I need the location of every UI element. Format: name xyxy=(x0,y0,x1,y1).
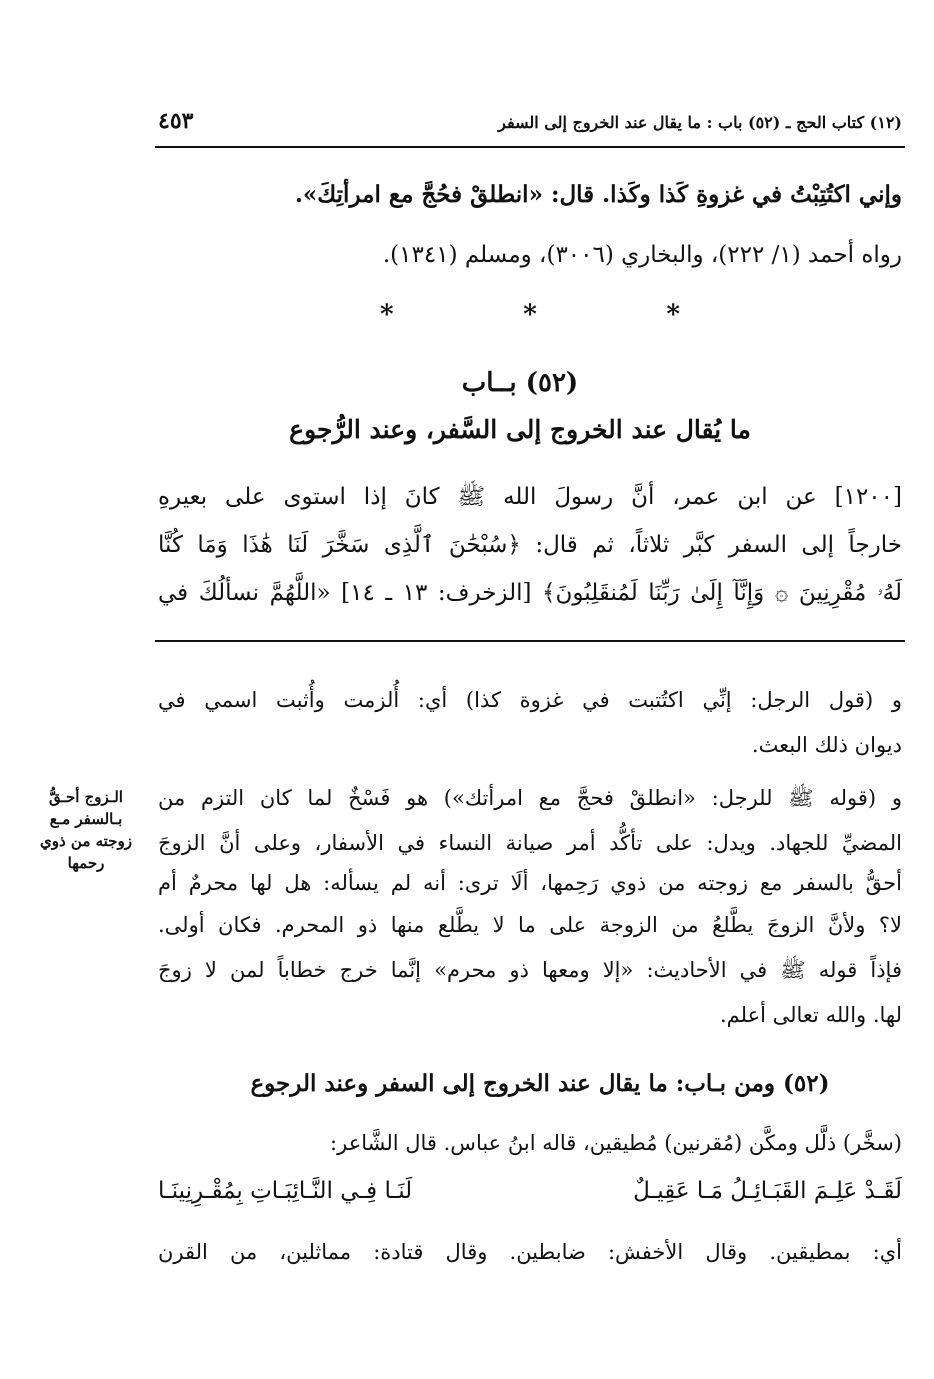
margin-note-line: بـالسفر مـع xyxy=(49,810,123,828)
gloss-section-title: (٥٢) ومن بـاب: ما يقال عند الخروج إلى السفر وعند الرجوع xyxy=(250,1070,830,1097)
star-icon: * xyxy=(380,300,394,330)
body-line-1: وإني اكتُتِبْتُ في غزوةِ كَذا وكَذا. قال: «انطلقْ فحُجَّ مع امرأتِكَ». xyxy=(294,181,902,208)
section-separator xyxy=(380,300,680,330)
running-title: (١٢) كتاب الحج ـ (٥٢) باب : ما يقال عند الخروج إلى السفر xyxy=(498,113,902,132)
margin-note-line: الـزوج أحـقُّ xyxy=(49,788,123,806)
hadith-line-2: خارجاً إلى السفر كبَّر ثلاثاً، ثم قال: ﴿سُبْحَٰنَ ٱلَّذِى سَخَّرَ لَنَا هَٰذَا وَمَا كُنَّا xyxy=(158,532,902,558)
margin-note-line: رحمها xyxy=(67,854,105,872)
page-number: ٤٥٣ xyxy=(158,108,194,134)
footnote-line: و (قوله ﷺ للرجل: «انطلقْ فحجَّ مع امرأتك») هو فَسْخٌ لما كان التزم من xyxy=(158,786,902,810)
footnote-line: المضيِّ للجهاد. ويدل: على تأكُّد أمر صيانة النساء في الأسفار، وعلى أنَّ الزوجَ xyxy=(158,831,902,855)
gloss-last-line: أي: بمطيقين. وقال الأخفش: ضابطين. وقال قتادة: مماثلين، من القرن xyxy=(158,1240,902,1264)
footnote-line: أحقُّ بالسفر مع زوجته من ذوي رَحِمها، ألَا ترى: أنه لم يسأله: هل لها محرمٌ أم xyxy=(158,871,902,895)
footnote-line: و (قول الرجل: إنِّي اكتُتبت في غزوة كذا) أي: أُلزمت وأُثبت اسمي في xyxy=(158,688,902,712)
margin-note xyxy=(22,786,150,874)
hadith-line-3: لَهُۥ مُقْرِنِينَ ۞ وَإِنَّآ إِلَىٰ رَبِّنَا لَمُنقَلِبُونَ﴾ [الزخرف: ١٣ ـ ١٤] «اللَّهُمَّ نسألُكَ في xyxy=(158,580,902,606)
hadith-line-1: [١٢٠٠] عن ابن عمر، أنَّ رسولَ الله ﷺ كانَ إذا استوى على بعيرهِ xyxy=(158,484,902,510)
verse-second-hemistich: لَنَـا فِـي النَّـائِبَـاتِ بِمُقْـرِنِينَـا xyxy=(158,1178,413,1204)
star-icon: * xyxy=(666,300,680,330)
chapter-title: ما يُقال عند الخروج إلى السَّفر، وعند الرُّجوع xyxy=(289,415,751,444)
gloss-line: (سخَّر) ذلَّل ومكَّن (مُقرنين) مُطيقين، قاله ابنُ عباس. قال الشَّاعر: xyxy=(330,1131,902,1155)
verse-first-hemistich: لَقَـدْ عَلِـمَ القَبَـائِـلُ مَـا عَقِيـلٌ xyxy=(633,1178,902,1204)
citation-line: رواه أحمد (١/ ٢٢٢)، والبخاري (٣٠٠٦)، ومسلم (١٣٤١). xyxy=(382,242,902,268)
footnote-line: ديوان ذلك البعث. xyxy=(751,733,902,757)
margin-note-line: زوجته من ذوي xyxy=(40,832,132,850)
star-icon: * xyxy=(523,300,537,330)
chapter-number: (٥٢) بــاب xyxy=(461,368,579,398)
header-rule xyxy=(155,146,905,148)
footnote-rule xyxy=(155,640,905,642)
poetry-verse xyxy=(158,1178,902,1204)
page-header xyxy=(158,108,902,134)
footnote-line: فإذاً قوله ﷺ في الأحاديث: «إلا ومعها ذو محرم» إنَّما خرج خطاباً لمن لا زوجَ xyxy=(158,958,902,982)
footnote-line: لا؟ ولأنَّ الزوجَ يطَّلعُ من الزوجة على ما لا يطَّلع منها ذو المحرم. فكان أولى. xyxy=(158,913,902,937)
footnote-line: لها. والله تعالى أعلم. xyxy=(719,1003,902,1027)
